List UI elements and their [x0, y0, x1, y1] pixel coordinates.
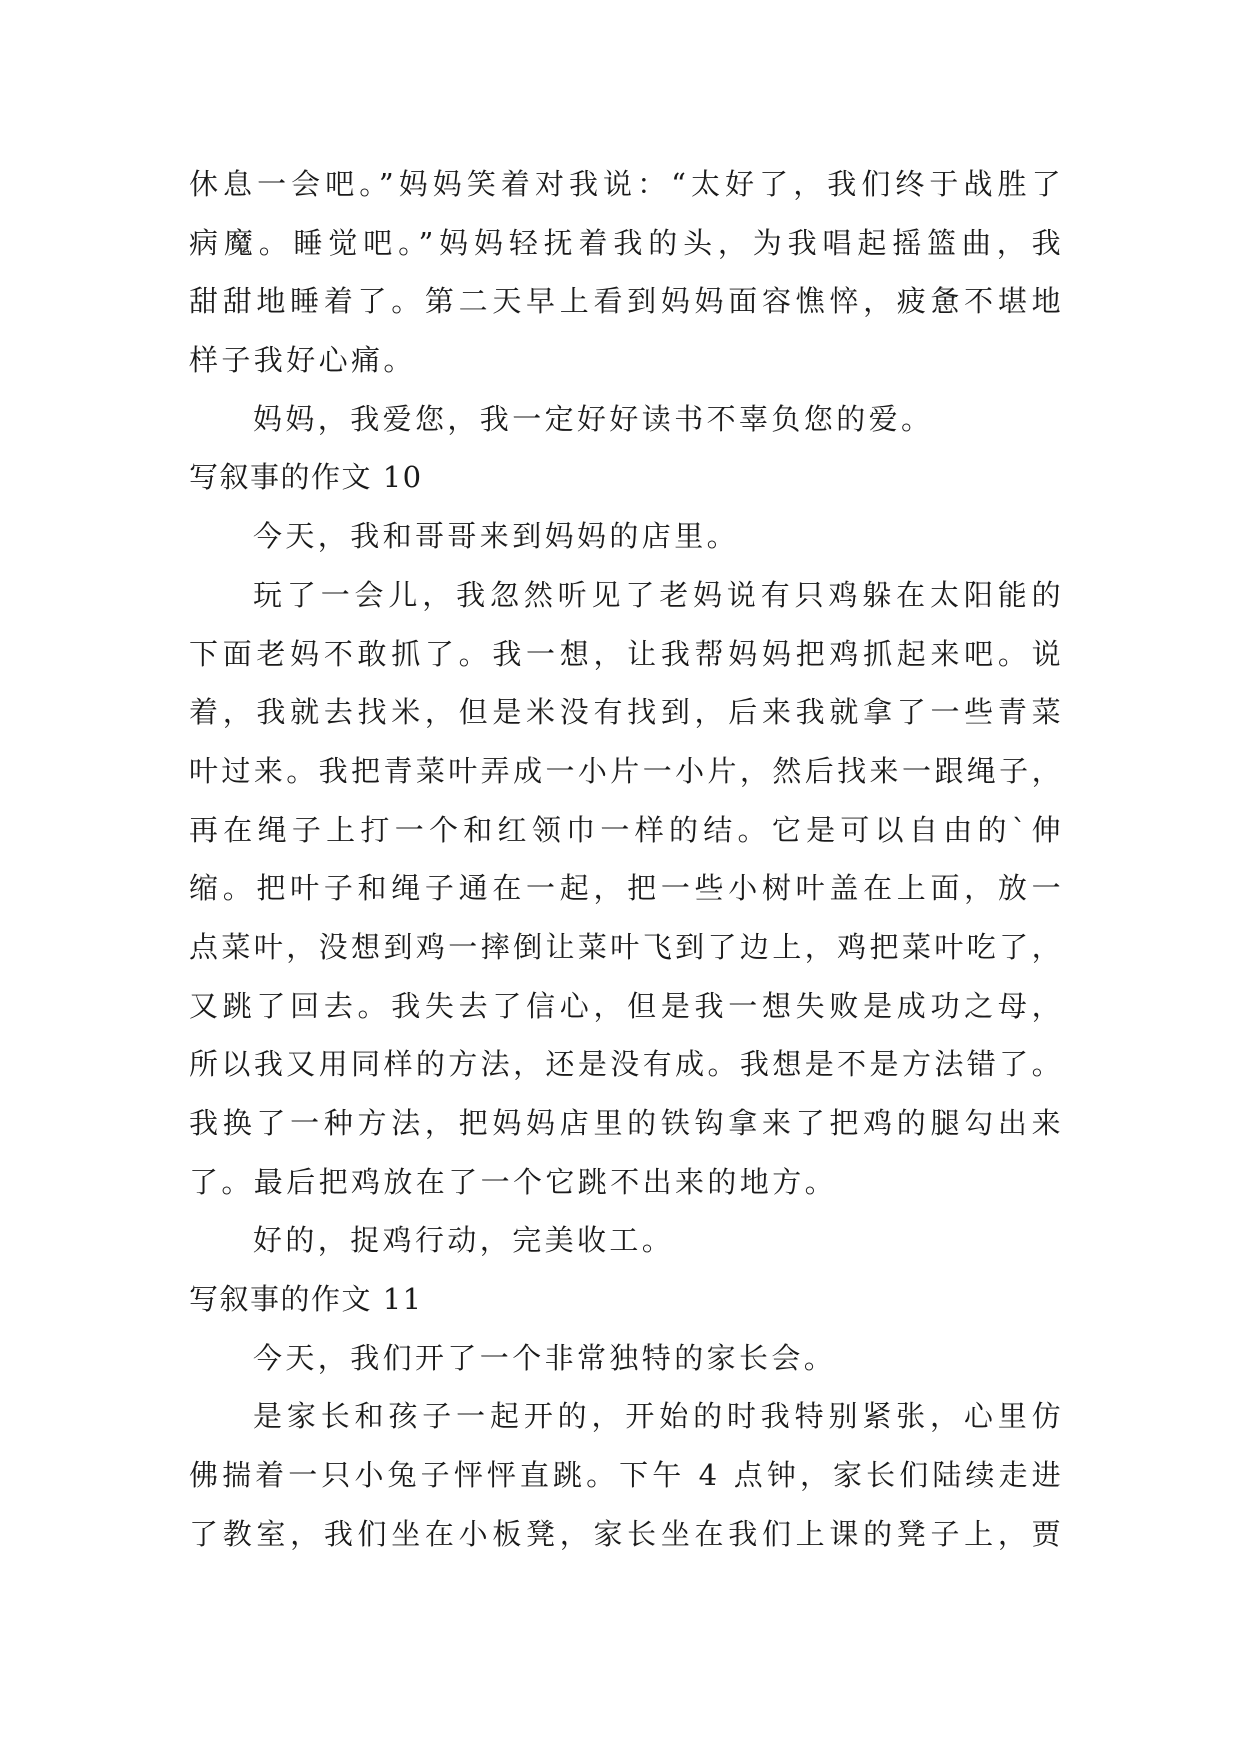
paragraph-line: 甜甜地睡着了。第二天早上看到妈妈面容憔悴，疲惫不堪地 [189, 284, 1064, 319]
section-heading: 写叙事的作文 10 [189, 460, 423, 495]
paragraph-line: 妈妈，我爱您，我一定好好读书不辜负您的爱。 [253, 401, 934, 436]
paragraph-line: 再在绳子上打一个和红领巾一样的结。它是可以自由的`伸 [189, 812, 1064, 847]
paragraph-line: 今天，我和哥哥来到妈妈的店里。 [253, 519, 740, 554]
paragraph-line: 佛揣着一只小兔子怦怦直跳。下午 4 点钟，家长们陆续走进 [189, 1458, 1064, 1493]
paragraph-line: 又跳了回去。我失去了信心，但是我一想失败是成功之母， [189, 988, 1064, 1023]
paragraph-line: 玩了一会儿，我忽然听见了老妈说有只鸡躲在太阳能的 [253, 577, 1064, 612]
paragraph-line: 好的，捉鸡行动，完美收工。 [253, 1223, 675, 1258]
paragraph-line: 叶过来。我把青菜叶弄成一小片一小片，然后找来一跟绳子， [189, 753, 1064, 788]
paragraph-line: 下面老妈不敢抓了。我一想，让我帮妈妈把鸡抓起来吧。说 [189, 636, 1064, 671]
paragraph-line: 病魔。睡觉吧。”妈妈轻抚着我的头，为我唱起摇篮曲，我 [189, 225, 1064, 260]
paragraph-line: 了教室，我们坐在小板凳，家长坐在我们上课的凳子上，贾 [189, 1516, 1064, 1551]
paragraph-line: 着，我就去找米，但是米没有找到，后来我就拿了一些青菜 [189, 695, 1064, 730]
paragraph-line: 样子我好心痛。 [189, 343, 416, 378]
paragraph-line: 今天，我们开了一个非常独特的家长会。 [253, 1340, 837, 1375]
document-body [189, 155, 1064, 1564]
paragraph-line: 点菜叶，没想到鸡一摔倒让菜叶飞到了边上，鸡把菜叶吃了， [189, 929, 1064, 964]
paragraph-line: 所以我又用同样的方法，还是没有成。我想是不是方法错了。 [189, 1047, 1064, 1082]
paragraph-line: 我换了一种方法，把妈妈店里的铁钩拿来了把鸡的腿勾出来 [189, 1106, 1064, 1140]
paragraph-line: 是家长和孩子一起开的，开始的时我特别紧张，心里仿 [253, 1399, 1064, 1434]
paragraph-line: 缩。把叶子和绳子通在一起，把一些小树叶盖在上面，放一 [189, 871, 1064, 906]
section-heading: 写叙事的作文 11 [189, 1282, 423, 1317]
paragraph-line: 了。最后把鸡放在了一个它跳不出来的地方。 [189, 1164, 838, 1199]
paragraph-line: 休息一会吧。”妈妈笑着对我说：“太好了，我们终于战胜了 [189, 167, 1064, 201]
